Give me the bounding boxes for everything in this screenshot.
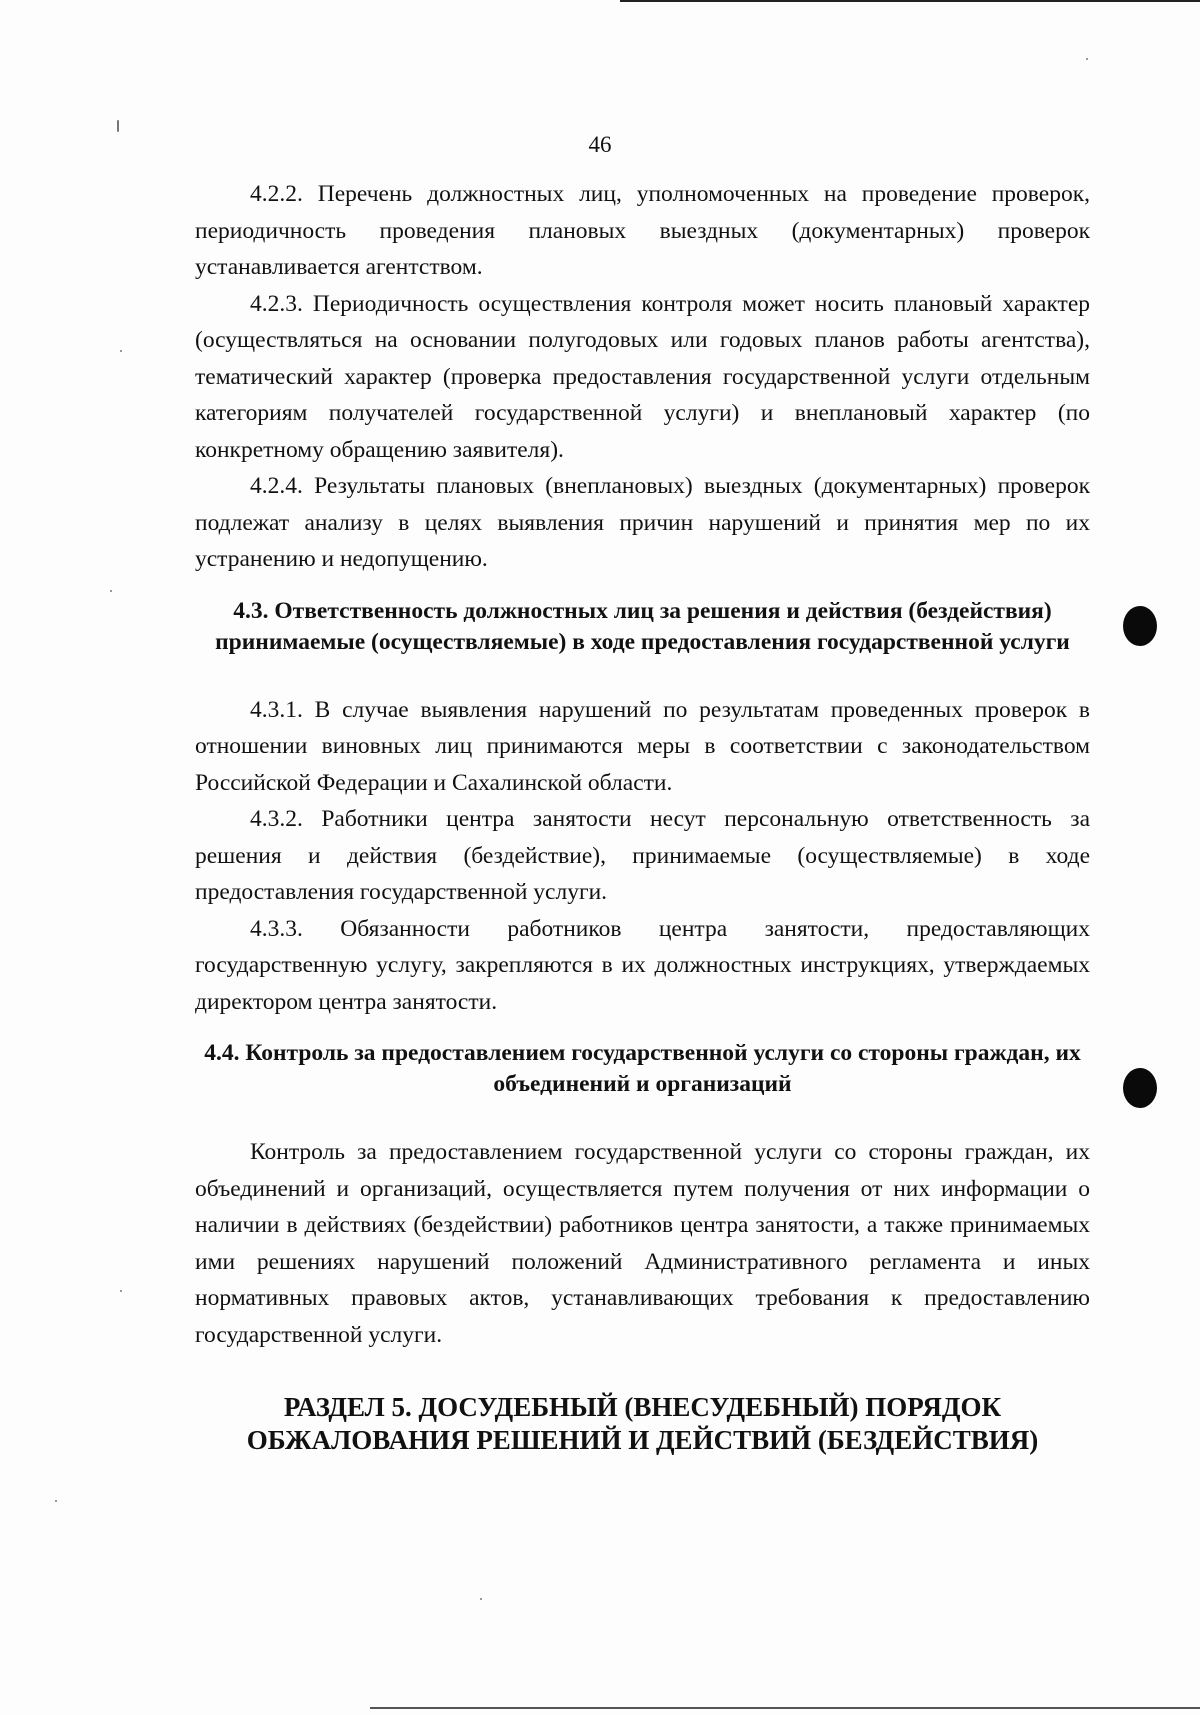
heading-4-3: 4.3. Ответственность должностных лиц за решения и действия (бездействия) принимаемые (осуществляемые) в ходе предоставления государственной услуги [215, 597, 1070, 655]
scan-speck [55, 1500, 57, 1502]
page-number: 46 [588, 132, 612, 157]
paragraph-4-2-4: 4.2.4. Результаты плановых (внеплановых) выездных (документарных) проверок подлежат анализу в целях выявления причин нарушений и принятия мер по их устранению и недопущению. [195, 473, 1090, 572]
scan-speck [117, 120, 119, 132]
paragraph-4-2-3: 4.2.3. Периодичность осуществления контроля может носить плановый характер (осуществляться на основании полугодовых или годовых планов работы агентства), тематический характер (проверка предоставления государственной услуги отдельным категориям получателей государственной услуги) и внеплановый характер (по конкретному обращению заявителя). [195, 290, 1090, 463]
top-scan-edge [620, 0, 1200, 2]
heading-4-4: 4.4. Контроль за предоставлением государственной услуги со стороны граждан, их объединений и организаций [204, 1040, 1081, 1097]
section-5-heading [195, 1391, 1090, 1457]
scan-speck [480, 1598, 482, 1600]
section-5-heading-line1: РАЗДЕЛ 5. ДОСУДЕБНЫЙ (ВНЕСУДЕБНЫЙ) ПОРЯДОК [283, 1392, 1002, 1422]
scan-speck [110, 590, 112, 592]
paragraph-4-4-body: Контроль за предоставлением государственной услуги со стороны граждан, их объединений и организаций, осуществляется путем получения от них информации о наличии в действиях (бездействии) работников центра занятости, а также принимаемых ими решениях нарушений положений Административного регламента и иных нормативных правовых актов, устанавливающих требования к предоставлению государственной услуги. [195, 1139, 1090, 1348]
paragraph-4-3-3: 4.3.3. Обязанности работников центра занятости, предоставляющих государственную услугу, закрепляются в их должностных инструкциях, утверждаемых директором центра занятости. [195, 915, 1090, 1015]
section-5-heading-line2: ОБЖАЛОВАНИЯ РЕШЕНИЙ И ДЕЙСТВИЙ (БЕЗДЕЙСТВИЯ) [246, 1425, 1039, 1455]
punch-hole-top [1123, 606, 1157, 646]
punch-hole-bottom [1123, 1068, 1157, 1108]
scan-speck [120, 1290, 122, 1292]
bottom-scan-edge [370, 1707, 1200, 1709]
paragraph-4-2-2: 4.2.2. Перечень должностных лиц, уполномоченных на проведение проверок, периодичность проведения плановых выездных (документарных) проверок устанавливается агентством. [195, 181, 1090, 280]
scan-speck [1086, 58, 1088, 60]
scan-speck [120, 350, 122, 352]
paragraph-4-3-2: 4.3.2. Работники центра занятости несут персональную ответственность за решения и действия (бездействие), принимаемые (осуществляемые) в ходе предоставления государственной услуги. [195, 806, 1090, 905]
document-body [195, 176, 1090, 1457]
paragraph-4-3-1: 4.3.1. В случае выявления нарушений по результатам проведенных проверок в отношении виновных лиц принимаются меры в соответствии с законодательством Российской Федерации и Сахалинской области. [195, 696, 1090, 796]
